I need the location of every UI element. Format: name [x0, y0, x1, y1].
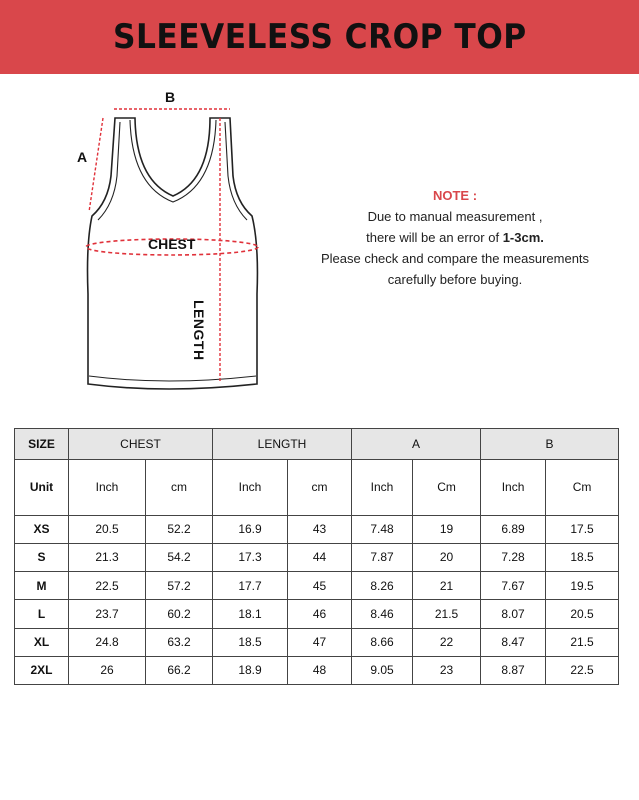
note-line-3: Please check and compare the measurements [320, 251, 590, 266]
table-cell: 16.9 [213, 515, 288, 543]
note-line-4: carefully before buying. [387, 272, 523, 287]
note-line-1: Due to manual measurement , [367, 209, 543, 224]
unit-cell: cm [146, 460, 213, 516]
table-cell: 22 [413, 628, 481, 656]
table-cell: 6.89 [481, 515, 546, 543]
table-cell: 52.2 [146, 515, 213, 543]
table-cell: 7.67 [481, 572, 546, 600]
header-length: LENGTH [213, 429, 352, 460]
table-cell: 18.9 [213, 656, 288, 684]
table-cell: 63.2 [146, 628, 213, 656]
size-label: L [15, 600, 69, 628]
size-label: XS [15, 515, 69, 543]
table-cell: 19 [413, 515, 481, 543]
table-cell: 9.05 [352, 656, 413, 684]
table-row [15, 600, 619, 628]
unit-cell: Cm [413, 460, 481, 516]
label-chest: CHEST [148, 236, 196, 252]
header-size: SIZE [15, 429, 69, 460]
table-cell: 18.1 [213, 600, 288, 628]
unit-cell: Inch [69, 460, 146, 516]
unit-cell: Unit [15, 460, 69, 516]
size-chart-table [14, 428, 619, 685]
size-label: M [15, 572, 69, 600]
table-cell: 8.66 [352, 628, 413, 656]
table-cell: 57.2 [146, 572, 213, 600]
label-length: LENGTH [191, 300, 207, 361]
table-cell: 17.7 [213, 572, 288, 600]
table-cell: 47 [288, 628, 352, 656]
table-cell: 8.46 [352, 600, 413, 628]
table-cell: 22.5 [69, 572, 146, 600]
table-cell: 20.5 [69, 515, 146, 543]
table-cell: 22.5 [546, 656, 619, 684]
table-cell: 20.5 [546, 600, 619, 628]
unit-cell: cm [288, 460, 352, 516]
table-cell: 8.07 [481, 600, 546, 628]
table-cell: 43 [288, 515, 352, 543]
unit-cell: Inch [352, 460, 413, 516]
table-cell: 18.5 [213, 628, 288, 656]
unit-cell: Inch [213, 460, 288, 516]
note-line-2-text: there will be an error of [366, 230, 503, 245]
table-cell: 60.2 [146, 600, 213, 628]
table-cell: 21.3 [69, 543, 146, 571]
table-row [15, 656, 619, 684]
header-a: A [352, 429, 481, 460]
note-title: NOTE : [432, 188, 478, 203]
measurement-note [300, 185, 610, 290]
header-b: B [481, 429, 619, 460]
table-cell: 8.87 [481, 656, 546, 684]
table-cell: 7.28 [481, 543, 546, 571]
table-cell: 18.5 [546, 543, 619, 571]
table-cell: 7.87 [352, 543, 413, 571]
header-chest: CHEST [69, 429, 213, 460]
table-cell: 48 [288, 656, 352, 684]
table-row [15, 543, 619, 571]
table-cell: 44 [288, 543, 352, 571]
table-row [15, 628, 619, 656]
unit-cell: Inch [481, 460, 546, 516]
table-unit-row [15, 460, 619, 516]
table-cell: 19.5 [546, 572, 619, 600]
table-cell: 66.2 [146, 656, 213, 684]
table-cell: 46 [288, 600, 352, 628]
size-label: 2XL [15, 656, 69, 684]
unit-cell: Cm [546, 460, 619, 516]
note-line-2 [300, 227, 610, 248]
table-cell: 7.48 [352, 515, 413, 543]
table-cell: 54.2 [146, 543, 213, 571]
table-cell: 21.5 [546, 628, 619, 656]
table-cell: 23.7 [69, 600, 146, 628]
label-a: A [77, 149, 88, 165]
size-rows [15, 515, 619, 684]
page-title: SLEEVELESS CROP TOP [112, 17, 527, 57]
table-cell: 17.5 [546, 515, 619, 543]
table-cell: 17.3 [213, 543, 288, 571]
title-banner [0, 0, 639, 74]
table-cell: 45 [288, 572, 352, 600]
table-cell: 24.8 [69, 628, 146, 656]
table-cell: 23 [413, 656, 481, 684]
size-label: XL [15, 628, 69, 656]
table-cell: 20 [413, 543, 481, 571]
table-cell: 21 [413, 572, 481, 600]
table-row [15, 572, 619, 600]
size-label: S [15, 543, 69, 571]
table-cell: 8.26 [352, 572, 413, 600]
table-cell: 26 [69, 656, 146, 684]
label-b: B [165, 89, 176, 105]
table-header-row [15, 429, 619, 460]
table-cell: 21.5 [413, 600, 481, 628]
table-row [15, 515, 619, 543]
table-cell: 8.47 [481, 628, 546, 656]
note-error-range: 1-3cm. [502, 230, 544, 245]
